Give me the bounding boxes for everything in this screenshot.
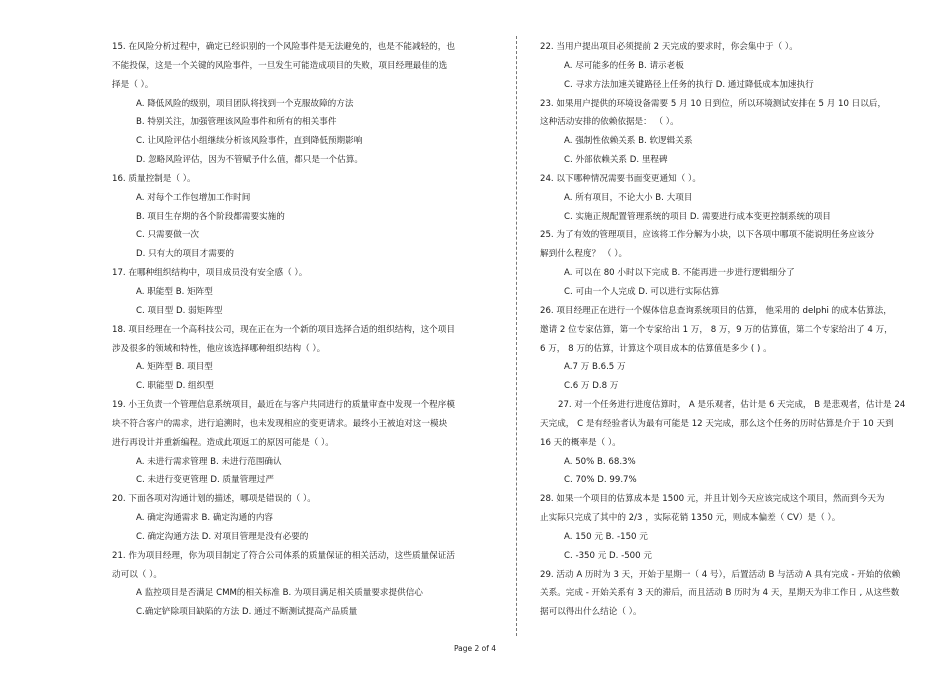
question-line: 这种活动安排的依赖依据是： （ ）。 bbox=[540, 117, 679, 128]
question-line: 15. 在风险分析过程中，确定已经识别的一个风险事件是无法避免的，也是不能减轻的，也 bbox=[112, 42, 455, 52]
question-line: 22. 当用户提出项目必须提前 2 天完成的要求时，你会集中于（ ）。 bbox=[540, 42, 798, 52]
option-line: D. 忽略风险评估，因为不管赋予什么值，都只是一个估算。 bbox=[136, 155, 363, 166]
option-line: C.6 万 D.8 万 bbox=[564, 381, 619, 392]
question-line: 动可以（ ）。 bbox=[112, 569, 162, 580]
option-line: A. 降低风险的级别，项目团队将找到一个克服故障的方法 bbox=[136, 98, 354, 109]
option-line: A 监控项目是否满足 CMM的相关标准 B. 为项目满足相关质量要求提供信心 bbox=[136, 588, 423, 599]
option-line: A. 确定沟通需求 B. 确定沟通的内容 bbox=[136, 513, 274, 524]
option-line: A. 50% B. 68.3% bbox=[564, 456, 636, 467]
left-column bbox=[112, 38, 490, 622]
option-line: C. 只需要做一次 bbox=[136, 230, 200, 241]
option-line: A. 尽可能多的任务 B. 请示老板 bbox=[564, 60, 684, 71]
option-line: C. 实施正规配置管理系统的项目 D. 需要进行成本变更控制系统的项目 bbox=[564, 211, 831, 222]
question-line: 止实际只完成了其中的 2/3 ，实际花销 1350 元，则成本偏差（ CV）是（ ）。 bbox=[540, 513, 841, 524]
option-line: C. 寻求方法加速关键路径上任务的执行 D. 通过降低成本加速执行 bbox=[564, 79, 814, 90]
question-line: 18. 项目经理在一个高科技公司，现在正在为一个新的项目选择合适的组织结构，这个项目 bbox=[112, 324, 455, 335]
question-line: 19. 小王负责一个管理信息系统项目，最近在与客户共同进行的质量审查中发现一个程序模 bbox=[112, 400, 455, 411]
question-line: 16 天的概率是（ ）。 bbox=[540, 437, 621, 448]
question-line: 据可以得出什么结论（ ）。 bbox=[540, 607, 642, 618]
option-line: A. 150 元 B. -150 元 bbox=[564, 531, 648, 542]
option-line: C. 外部依赖关系 D. 里程碑 bbox=[564, 155, 668, 166]
option-line: A. 强制性依赖关系 B. 软逻辑关系 bbox=[564, 136, 693, 147]
option-line: A. 所有项目，不论大小 B. 大项目 bbox=[564, 192, 693, 203]
option-line: B. 项目生存期的各个阶段都需要实施的 bbox=[136, 211, 285, 222]
question-line: 17. 在哪种组织结构中，项目成员没有安全感（ ）。 bbox=[112, 268, 308, 279]
option-line: C. 未进行变更管理 D. 质量管理过严 bbox=[136, 475, 274, 486]
option-line: C. 可由一个人完成 D. 可以进行实际估算 bbox=[564, 286, 720, 297]
question-line: 天完成， C 是有经验者认为最有可能是 12 天完成，那么这个任务的历时估算是介于 10 天到 bbox=[540, 418, 894, 429]
option-line: D. 只有大的项目才需要的 bbox=[136, 249, 235, 260]
question-line: 21. 作为项目经理，你为项目制定了符合公司体系的质量保证的相关活动，这些质量保证活 bbox=[112, 550, 455, 561]
option-line: C. -350 元 D. -500 元 bbox=[564, 550, 652, 561]
question-line: 23. 如果用户提供的环境设备需要 5 月 10 日到位，所以环境测试安排在 5 月 10 日以后， bbox=[540, 98, 887, 109]
option-line: A. 矩阵型 B. 项目型 bbox=[136, 362, 213, 373]
question-line: 邀请 2 位专家估算，第一个专家给出 1 万， 8 万，9 万的估算值，第二个专家给出了 4 万， bbox=[540, 324, 893, 335]
question-line: 24. 以下哪种情况需要书面变更通知（ ）。 bbox=[540, 173, 701, 184]
option-line: A. 未进行需求管理 B. 未进行范围确认 bbox=[136, 456, 282, 467]
page-footer: Page 2 of 4 bbox=[453, 644, 497, 653]
option-line: C. 确定沟通方法 D. 对项目管理是没有必要的 bbox=[136, 531, 309, 542]
question-line: 块不符合客户的需求，进行追溯时，也未发现相应的变更请求。最终小王被迫对这一模块 bbox=[112, 418, 448, 429]
right-column bbox=[540, 38, 925, 622]
option-line: A. 职能型 B. 矩阵型 bbox=[136, 286, 213, 297]
option-line: C. 职能型 D. 组织型 bbox=[136, 381, 214, 392]
question-line: 6 万， 8 万的估算，计算这个项目成本的估算值是多少 ( ) 。 bbox=[540, 343, 772, 354]
question-line: 解到什么程度？ （ ）。 bbox=[540, 249, 628, 260]
question-line: 26. 项目经理正在进行一个媒体信息查询系统项目的估算， 他采用的 delphi 的成本估算法， bbox=[540, 305, 892, 316]
option-line: A. 对每个工作包增加工作时间 bbox=[136, 192, 251, 203]
option-line: A.7 万 B.6.5 万 bbox=[564, 362, 626, 373]
question-line: 不能投保，这是一个关键的风险事件，一旦发生可能造成项目的失败，项目经理最佳的选 bbox=[112, 60, 448, 71]
question-line: 28. 如果一个项目的估算成本是 1500 元，并且计划今天应该完成这个项目，然而到今天为 bbox=[540, 494, 885, 505]
option-line: C. 项目型 D. 弱矩阵型 bbox=[136, 305, 223, 316]
column-divider bbox=[516, 36, 517, 636]
option-line: C. 70% D. 99.7% bbox=[564, 475, 637, 486]
option-line: A. 可以在 80 小时以下完成 B. 不能再进一步进行逻辑细分了 bbox=[564, 268, 795, 279]
option-line: C. 让风险评估小组继续分析该风险事件，直到降低预期影响 bbox=[136, 136, 363, 147]
question-line: 择是（ ）。 bbox=[112, 79, 154, 90]
question-line: 20. 下面各项对沟通计划的描述，哪项是错误的（ ）。 bbox=[112, 494, 316, 505]
option-line: C.确定铲除项目缺陷的方法 D. 通过不断测试提高产品质量 bbox=[136, 607, 358, 618]
question-line: 涉及很多的领域和特性，他应该选择哪种组织结构（ ）。 bbox=[112, 343, 326, 354]
question-line: 27. 对一个任务进行进度估算时， A 是乐观者，估计是 6 天完成， B 是悲观者，估计是 24 bbox=[558, 400, 906, 411]
question-line: 进行再设计并重新编程。造成此项返工的原因可能是（ ）。 bbox=[112, 437, 334, 448]
question-line: 25. 为了有效的管理项目，应该将工作分解为小块，以下各项中哪项不能说明任务应该分 bbox=[540, 230, 875, 241]
question-line: 16. 质量控制是（ ）。 bbox=[112, 173, 196, 184]
option-line: B. 特别关注，加强管理该风险事件和所有的相关事件 bbox=[136, 117, 337, 128]
question-line: 关系。完成 - 开始关系有 3 天的滞后，而且活动 B 历时为 4 天，星期天为非工作日 , 从这些数 bbox=[540, 588, 900, 599]
question-line: 29. 活动 A 历时为 3 天，开始于星期一（ 4 号），后置活动 B 与活动 A 具有完成 - 开始的依赖 bbox=[540, 569, 901, 580]
